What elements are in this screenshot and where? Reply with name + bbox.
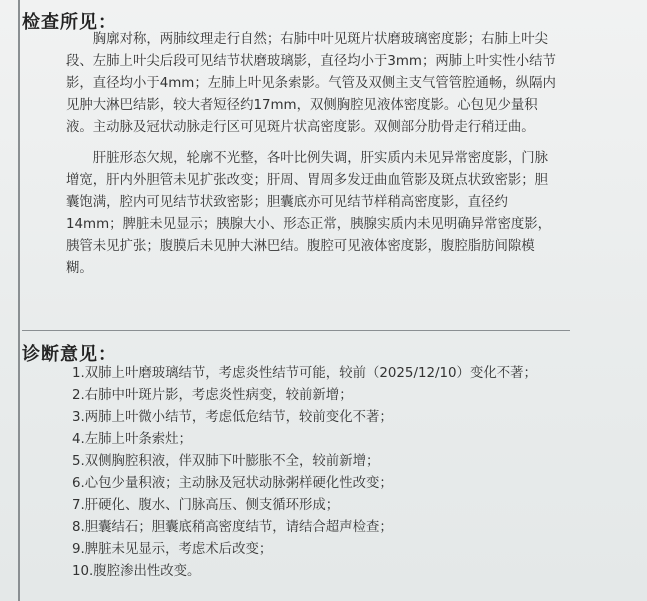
diagnosis-item: 9.脾脏未见显示，考虑术后改变； xyxy=(72,542,273,557)
diagnosis-item: 8.胆囊结石；胆囊底稍高密度结节，请结合超声检查； xyxy=(72,520,393,535)
findings-paragraph-abdomen: 肝脏形态欠规，轮廓不光整，各叶比例失调，肝实质内未见异常密度影，门脉增宽，肝内外胆管未见扩张改变；肝周、胃周多发迂曲血管影及斑点状致密影；胆囊饱满，腔内可见结节状致密影；胆囊底亦可见结节样稍高密度影，直径约14mm；脾脏未见显示；胰腺大小、形态正常，胰腺实质内未见明确异常密度影，胰管未见扩张；腹膜后未见肿大淋巴结。腹腔可见液体密度影，腹腔脂肪间隙模糊。 xyxy=(66,151,552,276)
diagnosis-item: 1.双肺上叶磨玻璃结节，考虑炎性结节可能，较前（2025/12/10）变化不著； xyxy=(72,366,537,381)
diagnosis-item: 4.左肺上叶条索灶； xyxy=(72,432,192,447)
diagnosis-item: 7.肝硬化、腹水、门脉高压、侧支循环形成； xyxy=(72,498,340,513)
diagnosis-item: 6.心包少量积液；主动脉及冠状动脉粥样硬化性改变； xyxy=(72,476,393,491)
section-divider xyxy=(22,330,570,331)
diagnosis-item: 2.右肺中叶斑片影，考虑炎性病变，较前新增； xyxy=(72,388,353,403)
diagnosis-item: 3.两肺上叶微小结节，考虑低危结节，较前变化不著； xyxy=(72,410,393,425)
findings-paragraph-chest: 胸廓对称，两肺纹理走行自然；右肺中叶见斑片状磨玻璃密度影；右肺上叶尖段、左肺上叶尖后段可见结节状磨玻璃影，直径均小于3mm；两肺上叶实性小结节影，直径均小于4mm；左肺上叶见条索影。气管及双侧主支气管管腔通畅，纵隔内见肿大淋巴结影，较大者短径约17mm，双侧胸腔见液体密度影。心包见少量积液。主动脉及冠状动脉走行区可见斑片状高密度影。双侧部分肋骨走行稍迂曲。 xyxy=(66,32,556,135)
diagnosis-title: 诊断意见： xyxy=(22,344,117,365)
diagnosis-item: 10.腹腔渗出性改变。 xyxy=(72,564,201,579)
diagnosis-item: 5.双侧胸腔积液，伴双肺下叶膨胀不全，较前新增； xyxy=(72,454,380,469)
findings-title: 检查所见： xyxy=(22,12,117,33)
diagnosis-list xyxy=(72,363,542,583)
page-left-border xyxy=(18,0,20,601)
